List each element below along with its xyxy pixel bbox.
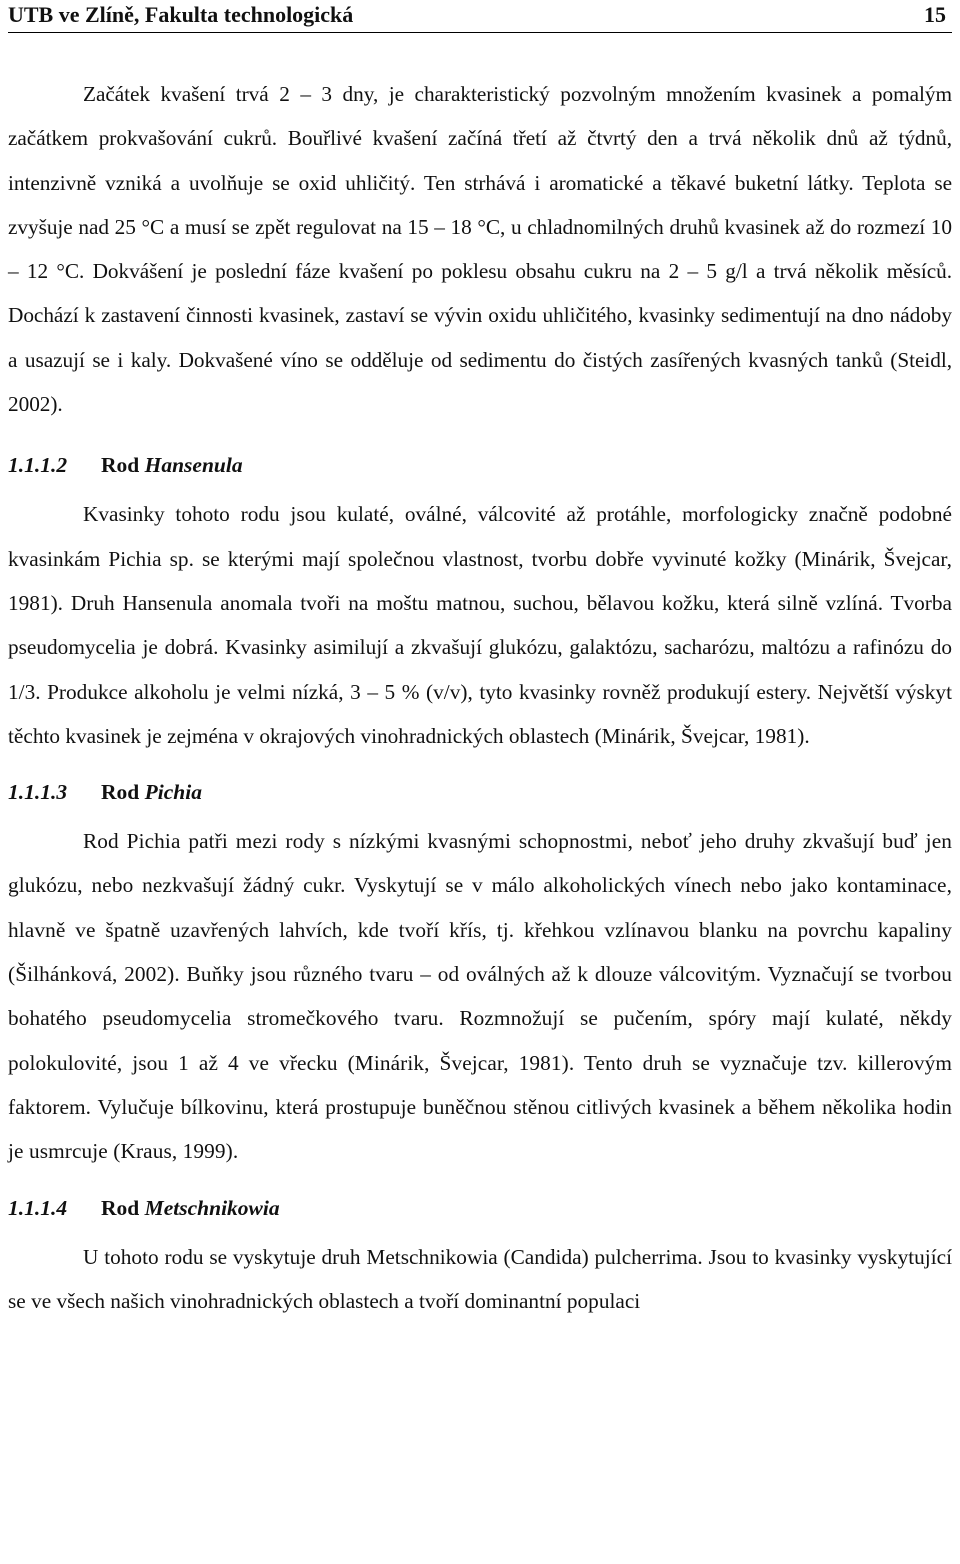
section-number: 1.1.1.3 [8, 780, 68, 805]
section-heading-hansenula [8, 438, 952, 492]
section-heading-pichia [8, 765, 952, 819]
paragraph: Kvasinky tohoto rodu jsou kulaté, oválné, válcovité až protáhle, morfologicky značně podobné kvasinkám Pichia sp. se kterými mají společnou vlastnost, tvorbu dobře vyvinuté kožky (Minárik, Švejcar, 1981). Druh Hansenula anomala tvoři na moštu matnou, suchou, bělavou kožku, která silně vzlíná. Tvorba pseudomycelia je dobrá. Kvasinky asimilují a zkvašují glukózu, galaktózu, sacharózu, maltózu a rafinózu do 1/3. Produkce alkoholu je velmi nízká, 3 – 5 % (v/v), tyto kvasinky rovněž produkují estery. Největší výskyt těchto kvasinek je zejména v okrajových vinohradnických oblastech (Minárik, Švejcar, 1981). [8, 502, 952, 748]
section-prefix: Rod [101, 453, 140, 478]
paragraph: Začátek kvašení trvá 2 – 3 dny, je charakteristický pozvolným množením kvasinek a pomalým začátkem prokvašování cukrů. Bouřlivé kvašení začíná třetí až čtvrtý den a trvá několik dnů až týdnů, intenzivně vzniká a uvolňuje se oxid uhličitý. Ten strhává i aromatické a těkavé buketní látky. Teplota se zvyšuje nad 25 °C a musí se zpět regulovat na 15 – 18 °C, u chladnomilných druhů kvasinek až do rozmezí 10 – 12 °C. Dokvášení je poslední fáze kvašení po poklesu obsahu cukru na 2 – 5 g/l a trvá několik měsíců. Dochází k zastavení činnosti kvasinek, zastaví se vývin oxidu uhličitého, kvasinky sedimentují na dno nádoby a usazují se i kaly. Dokvašené víno se odděluje od sedimentu do čistých zasířených kvasných tanků (Steidl, 2002). [8, 82, 952, 417]
section-genus: Pichia [144, 780, 202, 805]
page-header [8, 0, 952, 33]
section-number: 1.1.1.4 [8, 1195, 68, 1220]
section-prefix: Rod [101, 780, 140, 805]
header-title: UTB ve Zlíně, Fakulta technologická [8, 2, 354, 27]
paragraph: U tohoto rodu se vyskytuje druh Metschnikowia (Candida) pulcherrima. Jsou to kvasinky vyskytující se ve všech našich vinohradnických oblastech a tvoří dominantní populaci [8, 1244, 952, 1313]
section-prefix: Rod [101, 1195, 140, 1220]
section-genus: Hansenula [144, 453, 243, 478]
section-genus: Metschnikowia [144, 1195, 280, 1220]
paragraph: Rod Pichia patři mezi rody s nízkými kvasnými schopnostmi, neboť jeho druhy zkvašují buď jen glukózu, nebo nezkvašují žádný cukr. Vyskytují se v málo alkoholických vínech nebo jako kontaminace, hlavně ve špatně uzavřených lahvích, kde tvoří křís, tj. křehkou vzlínavou blanku na povrchu kapaliny (Šilhánková, 2002). Buňky jsou různého tvaru – od oválných až k dlouze válcovitým. Vyznačují se tvorbou bohatého pseudomycelia stromečkového tvaru. Rozmnožují se pučením, spóry mají kulaté, někdy polokulovité, jsou 1 až 4 ve vřecku (Minárik, Švejcar, 1981). Tento druh se vyznačuje tzv. killerovým faktorem. Vylučuje bílkovinu, která prostupuje buněčnou stěnou citlivých kvasinek a během několika hodin je usmrcuje (Kraus, 1999). [8, 829, 952, 1164]
section-heading-metschnikowia [8, 1181, 952, 1235]
document-body [8, 72, 952, 1323]
page-number: 15 [924, 2, 946, 27]
section-number: 1.1.1.2 [8, 453, 68, 478]
